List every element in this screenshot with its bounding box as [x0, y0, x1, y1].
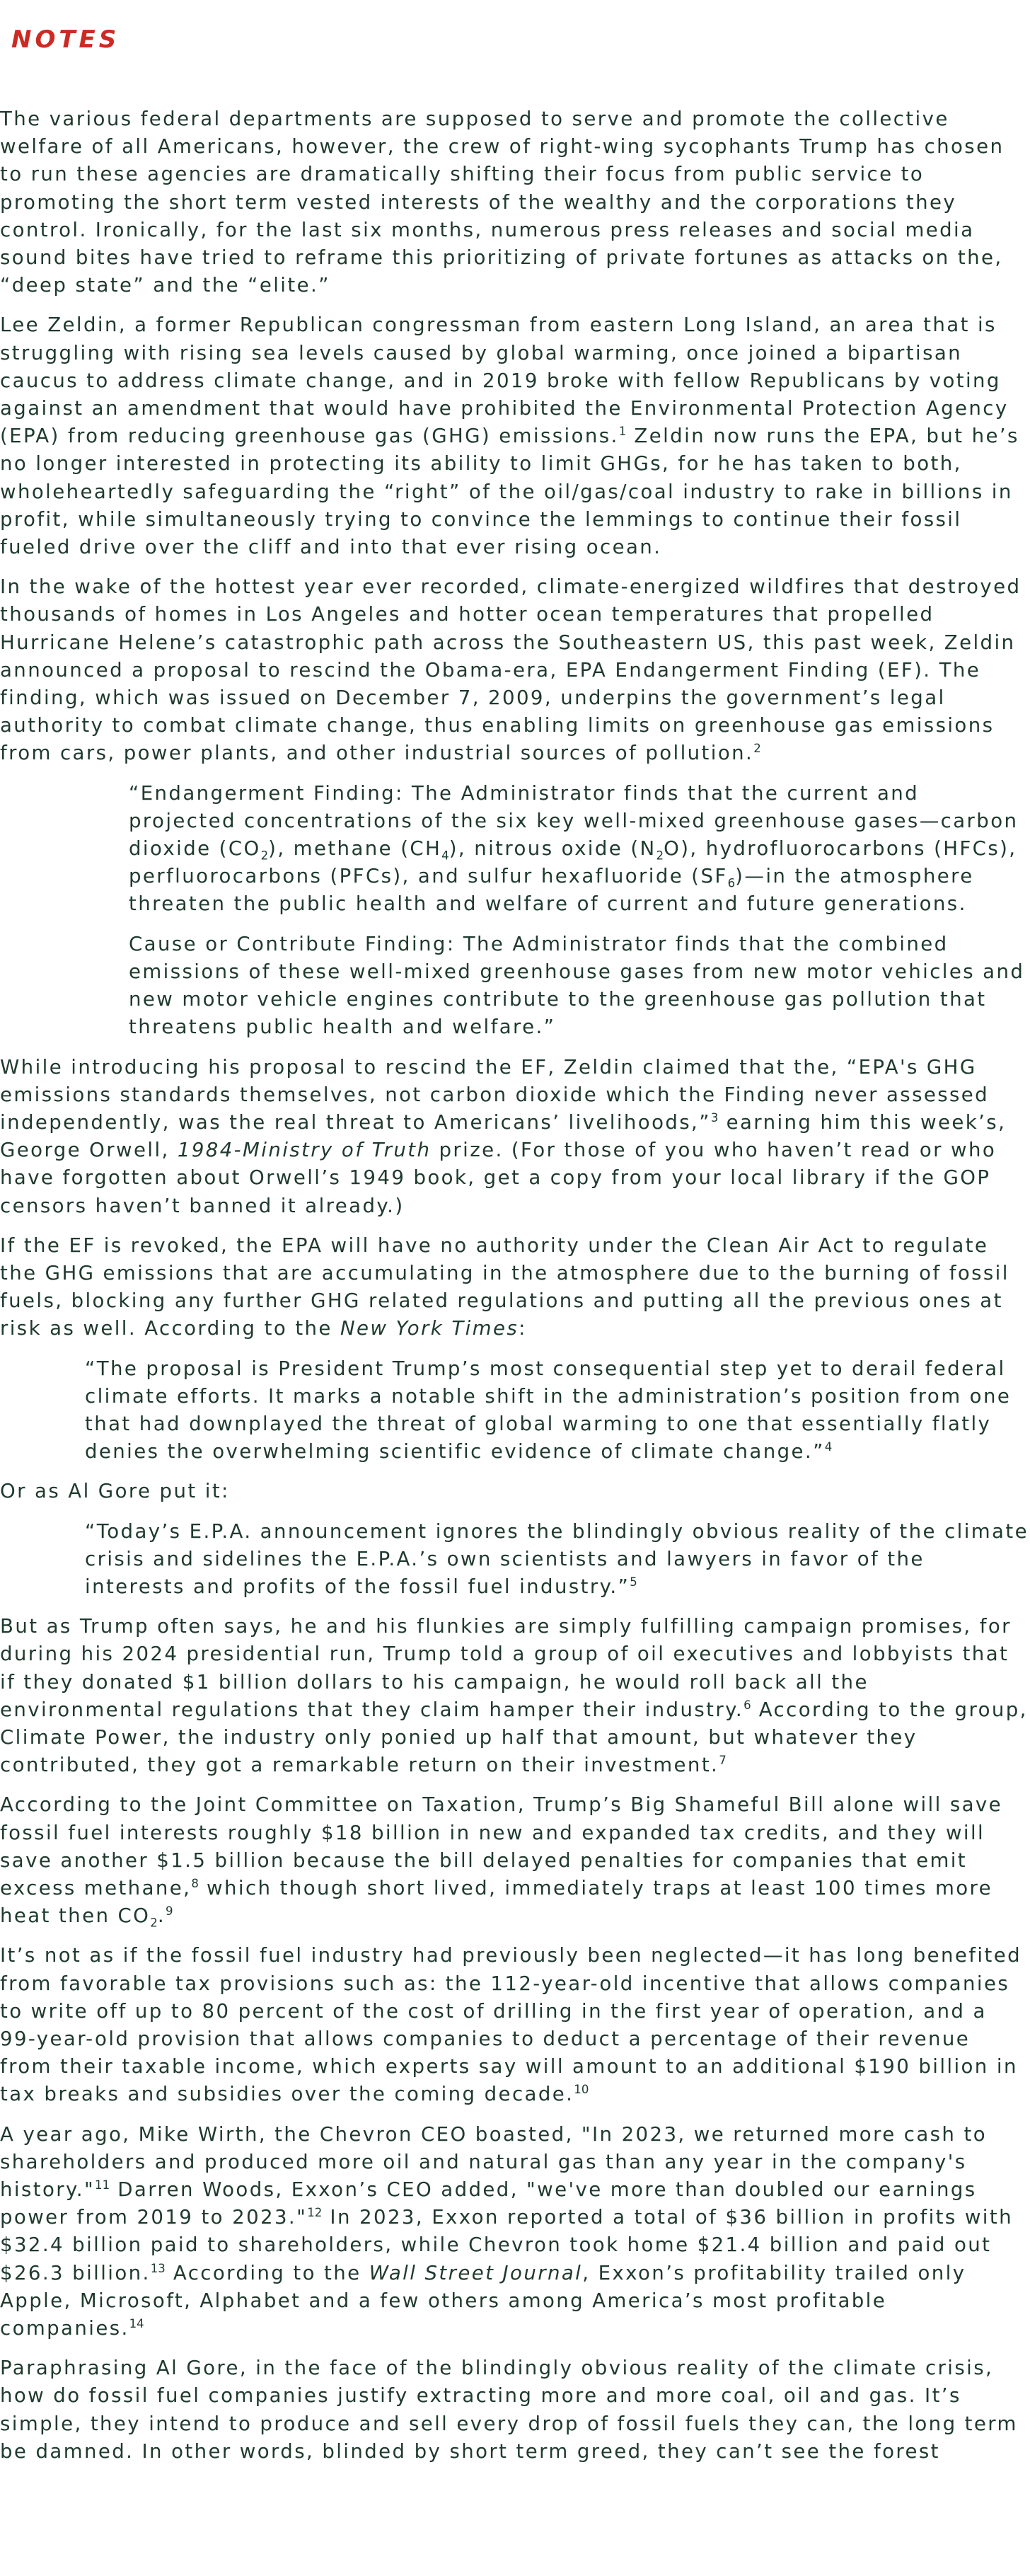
- footnote-ref: 11: [95, 2178, 110, 2192]
- paragraph-campaign-promises: But as Trump often says, he and his flunkies are simply fulfilling campaign promises, for during his 2024 presidential run, Trump told a group of oil executives and lobbyists that if they donated $1 billion dollars to his campaign, he would roll back all the environmental regulations that they claim hamper their industry.$^6$ According to the group, Climate Power, the industry only ponied up half that amount, but whatever they contributed, they got a remarkable return on their investment.$^7$: [0, 1614, 1028, 1777]
- footnote-ref: 1: [618, 425, 627, 439]
- footnote-ref: 9: [166, 1904, 173, 1918]
- notes-heading: NOTES: [11, 25, 120, 54]
- footnote-ref: 12: [307, 2206, 323, 2220]
- blockquote-al-gore: “Today’s E.P.A. announcement ignores the blindingly obvious reality of the climate crisis and sidelines the E.P.A.’s own scientists and lawyers in favor of the interests and profits of the fossil fuel industry.”$^5$: [85, 1519, 1029, 1598]
- footnote-ref: 8: [191, 1876, 199, 1890]
- paragraph-al-gore-intro: Or as Al Gore put it:: [0, 1479, 230, 1503]
- footnote-ref: 2: [753, 742, 761, 756]
- footnote-ref: 10: [574, 2083, 589, 2097]
- footnote-ref: 7: [719, 1753, 727, 1767]
- footnote-ref: 14: [129, 2316, 144, 2330]
- footnote-ref: 13: [150, 2261, 166, 2275]
- paragraph-tax-provisions: It’s not as if the fossil fuel industry had previously been neglected—it has long benefited from favorable tax provisions such as: the 112-year-old incentive that allows companies to write off up to 80 percent of the cost of drilling in the first year of operation, and a 99-year-old provision that allows companies to deduct a percentage of their revenue from their taxable income, which experts say will amount to an additional $190 billion in tax breaks and subsidies over the coming decade.$^{10}$: [0, 1943, 1022, 2106]
- blockquote-cause-contribute: Cause or Contribute Finding: The Administrator finds that the combined emissions of these well-mixed greenhouse gases from new motor vehicles and new motor vehicle engines contribute to the greenhouse gas pollution that threatens public health and welfare.”: [129, 931, 1025, 1039]
- blockquote-nyt: “The proposal is President Trump’s most consequential step yet to derail federal climate efforts. It marks a notable shift in the administration’s position from one that had downplayed the threat of global warming to one that essentially flatly denies the overwhelming scientific evidence of climate change.”$^4$: [85, 1356, 1012, 1464]
- paragraph-zeldin: Lee Zeldin, a former Republican congressman from eastern Long Island, an area that is struggling with rising sea levels caused by global warming, once joined a bipartisan caucus to address climate change, and in 2019 broke with fellow Republicans by voting against an amendment that would have prohibited the Environmental Protection Agency (EPA) from reducing greenhouse gas (GHG) emissions.$^1$ Zeldin now runs the EPA, but he’s no longer interested in protecting its ability to limit GHGs, for he has taken to both, wholeheartedly safeguarding the “right” of the oil/gas/coal industry to rake in billions in profit, while simultaneously trying to convince the lemmings to continue their fossil fueled drive over the cliff and into that ever rising ocean.: [0, 313, 1019, 559]
- footnote-ref: 3: [710, 1110, 719, 1125]
- article-body: [0, 105, 1030, 2477]
- paragraph-paraphrasing-gore: Paraphrasing Al Gore, in the face of the blindingly obvious reality of the climate crisis, how do fossil fuel companies justify extracting more and more coal, oil and gas. It’s simple, they intend to produce and sell every drop of fossil fuels they can, the long term be damned. In other words, blinded by short term greed, they can’t see the forest: [0, 2356, 1018, 2463]
- paragraph-clean-air-act: If the EF is revoked, the EPA will have no authority under the Clean Air Act to regulate the GHG emissions that are accumulating in the atmosphere due to the burning of fossil fuels, blocking any further GHG related regulations and putting all the previous ones at risk as well. According to the New York Times:: [0, 1233, 1009, 1340]
- footnote-ref: 6: [743, 1698, 751, 1712]
- paragraph-tax-credits: According to the Joint Committee on Taxation, Trump’s Big Shameful Bill alone will save fossil fuel interests roughly $18 billion in new and expanded tax credits, and they will save another $1.5 billion because the bill delayed penalties for companies that emit excess methane,$^8$ which though short lived, immediately traps at least 100 times more heat then $CO_2.^9$: [0, 1793, 1003, 1930]
- blockquote-endangerment: “Endangerment Finding: The Administrator finds that the current and projected concentrations of the six key well-mixed greenhouse gases—carbon dioxide $(CO_2)$, methane $(CH_4)$, nitrous oxide $(N_2O)$, hydrofluorocarbons (HFCs), perfluorocarbons (PFCs), and sulfur hexafluoride $(SF_6)—in$ the atmosphere threaten the public health and welfare of current and future generations.: [129, 781, 1019, 916]
- paragraph-profits: A year ago, Mike Wirth, the Chevron CEO boasted, "In 2023, we returned more cash to shareholders and produced more oil and natural gas than any year in the company's history."$^{11}$ Darren Woods, Exxon’s CEO added, "we've more than doubled our earnings power from 2019 to 2023."$^{12}$ In 2023, Exxon reported a total of $36 billion in profits with $32.4 billion paid to shareholders, while Chevron took home $21.4 billion and paid out $26.3 billion.$^{13}$ According to the Wall Street Journal, Exxon’s profitability trailed only Apple, Microsoft, Alphabet and a few others among America’s most profitable companies.$^{14}$: [0, 2122, 1013, 2340]
- paragraph-orwell: While introducing his proposal to rescind the EF, Zeldin claimed that the, “EPA's GHG emissions standards themselves, not carbon dioxide which the Finding never assessed independently, was the real threat to Americans’ livelihoods,”$^3$ earning him this week’s, George Orwell, 1984-Ministry of Truth prize. (For those of you who haven’t read or who have forgotten about Orwell’s 1949 book, get a copy from your local library if the GOP censors haven’t banned it already.): [0, 1054, 1007, 1217]
- footnote-ref: 5: [630, 1575, 637, 1589]
- paragraph-endangerment-finding: In the wake of the hottest year ever recorded, climate-energized wildfires that destroyed thousands of homes in Los Angeles and hotter ocean temperatures that propelled Hurricane Helene’s catastrophic path across the Southeastern US, this past week, Zeldin announced a proposal to rescind the Obama-era, EPA Endangerment Finding (EF). The finding, which was issued on December 7, 2009, underpins the government’s legal authority to combat climate change, thus enabling limits on greenhouse gas emissions from cars, power plants, and other industrial sources of pollution.$^2$: [0, 575, 1022, 765]
- paragraph-intro: The various federal departments are supposed to serve and promote the collective welfare of all Americans, however, the crew of right-wing sycophants Trump has chosen to run these agencies are dramatically shifting their focus from public service to promoting the short term vested interests of the wealthy and the corporations they control. Ironically, for the last six months, numerous press releases and social media sound bites have tried to reframe this prioritizing of private fortunes as attacks on the, “deep state” and the “elite.”: [0, 107, 1005, 297]
- footnote-ref: 4: [824, 1439, 833, 1454]
